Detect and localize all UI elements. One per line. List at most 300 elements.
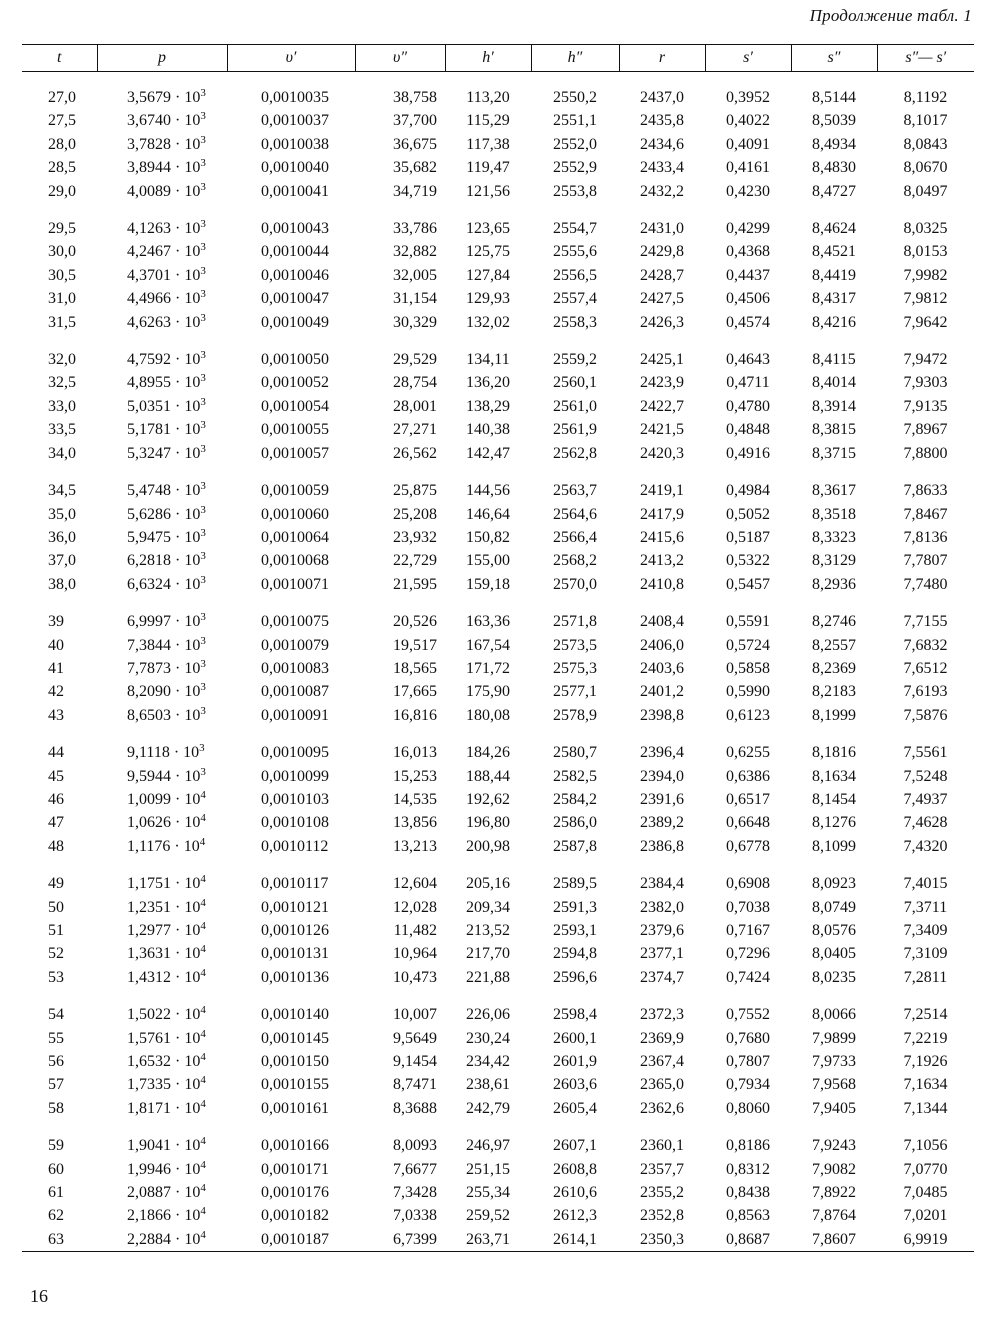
cell-s-prime: 0,5990 bbox=[726, 683, 770, 701]
cell-s-double-prime: 8,3323 bbox=[812, 528, 856, 546]
cell-v-double-prime: 37,700 bbox=[393, 112, 437, 130]
table-caption: Продолжение табл. 1 bbox=[809, 6, 972, 25]
cell-s-difference: 8,1192 bbox=[903, 89, 948, 106]
cell-r: 2403,6 bbox=[640, 659, 684, 677]
cell-s-double-prime: 8,0576 bbox=[812, 922, 856, 939]
cell-v-double-prime: 7,0338 bbox=[393, 1207, 437, 1225]
cell-s-double-prime: 7,9899 bbox=[812, 1029, 856, 1047]
cell-s-difference: 7,6193 bbox=[903, 683, 948, 701]
pressure-mantissa: 6,6324 bbox=[127, 575, 171, 593]
pressure-multiplier: · 10 bbox=[169, 744, 200, 762]
steam-table bbox=[22, 44, 974, 1252]
cell-h-double-prime: 2584,2 bbox=[553, 790, 597, 808]
cell-h-double-prime: 2552,0 bbox=[553, 135, 597, 153]
pressure-exponent: 4 bbox=[200, 1097, 206, 1110]
cell-r: 2389,2 bbox=[640, 814, 684, 832]
pressure-exponent: 4 bbox=[200, 788, 206, 801]
cell-s-difference: 7,3409 bbox=[903, 922, 948, 939]
cell-s-prime: 0,8563 bbox=[726, 1207, 770, 1225]
cell-v-double-prime: 7,3428 bbox=[393, 1184, 437, 1202]
cell-s-difference: 7,9982 bbox=[903, 266, 948, 284]
cell-s-prime: 0,4161 bbox=[726, 159, 770, 177]
pressure-exponent: 3 bbox=[200, 704, 206, 717]
cell-h-double-prime: 2591,3 bbox=[553, 898, 597, 916]
cell-s-prime: 0,4848 bbox=[726, 421, 770, 439]
pressure-exponent: 3 bbox=[200, 419, 206, 432]
cell-h-prime: 123,65 bbox=[466, 220, 510, 238]
cell-h-double-prime: 2596,6 bbox=[553, 968, 597, 986]
cell-r: 2406,0 bbox=[640, 636, 684, 654]
cell-r: 2355,2 bbox=[640, 1184, 684, 1202]
cell-p bbox=[97, 371, 227, 394]
pressure-mantissa: 3,5679 bbox=[127, 89, 171, 106]
cell-h-prime: 155,00 bbox=[466, 552, 510, 570]
pressure-exponent: 4 bbox=[200, 873, 206, 886]
cell-t: 32,0 bbox=[48, 351, 76, 369]
cell-h-prime: 217,70 bbox=[466, 945, 510, 963]
column-header: υ′ bbox=[227, 45, 355, 72]
cell-t: 58 bbox=[48, 1099, 64, 1117]
cell-v-prime: 0,0010121 bbox=[261, 898, 329, 916]
pressure-multiplier: · 10 bbox=[171, 683, 201, 701]
cell-s-double-prime: 7,8607 bbox=[791, 1228, 877, 1252]
cell-t: 30,5 bbox=[48, 266, 76, 284]
cell-s-difference: 7,0201 bbox=[903, 1207, 948, 1225]
table-row bbox=[22, 240, 974, 263]
column-header: t bbox=[22, 45, 97, 72]
cell-t: 40 bbox=[48, 636, 64, 654]
cell-t: 42 bbox=[48, 683, 64, 701]
cell-t: 56 bbox=[48, 1053, 64, 1071]
cell-t: 52 bbox=[48, 945, 64, 963]
pressure-mantissa: 5,4748 bbox=[127, 482, 171, 500]
cell-s-difference: 7,5876 bbox=[903, 706, 948, 724]
cell-r: 2357,7 bbox=[640, 1160, 684, 1178]
pressure-exponent: 4 bbox=[200, 1158, 206, 1171]
cell-t: 54 bbox=[48, 1006, 64, 1024]
cell-v-prime: 0,0010035 bbox=[261, 89, 329, 106]
pressure-mantissa: 1,2977 bbox=[127, 922, 171, 939]
cell-s-prime: 0,6123 bbox=[726, 706, 770, 724]
cell-p bbox=[97, 788, 227, 811]
cell-r: 2365,0 bbox=[640, 1076, 684, 1094]
cell-v-prime: 0,0010083 bbox=[261, 659, 329, 677]
cell-s-double-prime: 8,0749 bbox=[812, 898, 856, 916]
cell-r: 2415,6 bbox=[640, 528, 684, 546]
cell-h-double-prime: 2598,4 bbox=[553, 1006, 597, 1024]
cell-r: 2432,2 bbox=[640, 182, 684, 200]
cell-p bbox=[97, 264, 227, 287]
cell-p bbox=[97, 1097, 227, 1120]
cell-h-double-prime: 2575,3 bbox=[553, 659, 597, 677]
pressure-exponent: 3 bbox=[200, 87, 206, 99]
cell-s-prime: 0,8687 bbox=[705, 1228, 791, 1252]
cell-h-double-prime: 2603,6 bbox=[553, 1076, 597, 1094]
pressure-multiplier: · 10 bbox=[171, 1076, 201, 1094]
pressure-multiplier: · 10 bbox=[171, 945, 201, 963]
cell-p bbox=[97, 1027, 227, 1050]
cell-h-prime: 127,84 bbox=[466, 266, 510, 284]
cell-s-difference: 7,7807 bbox=[903, 552, 948, 570]
cell-s-double-prime: 8,2936 bbox=[812, 575, 856, 593]
cell-h-prime: 230,24 bbox=[466, 1029, 510, 1047]
column-header: s″— s′ bbox=[877, 45, 974, 72]
cell-v-prime: 0,0010108 bbox=[261, 814, 329, 832]
cell-s-double-prime: 7,9405 bbox=[812, 1099, 856, 1117]
cell-t: 33,0 bbox=[48, 397, 76, 415]
cell-t: 46 bbox=[48, 790, 64, 808]
cell-v-double-prime: 36,675 bbox=[393, 135, 437, 153]
cell-s-double-prime: 8,1276 bbox=[812, 814, 856, 832]
cell-r: 2394,0 bbox=[640, 767, 684, 785]
cell-s-difference: 7,8800 bbox=[903, 444, 948, 462]
cell-s-prime: 0,4574 bbox=[726, 313, 770, 331]
cell-v-double-prime: 26,562 bbox=[393, 444, 437, 462]
cell-s-prime: 0,4368 bbox=[726, 243, 770, 261]
cell-h-prime: 136,20 bbox=[466, 374, 510, 392]
cell-t: 32,5 bbox=[48, 374, 76, 392]
cell-s-prime: 0,7424 bbox=[726, 968, 770, 986]
cell-r: 2433,4 bbox=[640, 159, 684, 177]
pressure-multiplier: · 10 bbox=[171, 1006, 201, 1024]
cell-r: 2417,9 bbox=[640, 505, 684, 523]
cell-r: 2384,4 bbox=[640, 875, 684, 893]
pressure-multiplier: · 10 bbox=[171, 444, 201, 462]
cell-s-double-prime: 8,5039 bbox=[812, 112, 856, 130]
cell-s-difference: 7,9135 bbox=[903, 397, 948, 415]
group-spacer bbox=[22, 1120, 974, 1134]
cell-r: 2428,7 bbox=[640, 266, 684, 284]
pressure-multiplier: · 10 bbox=[171, 767, 201, 785]
cell-p bbox=[97, 919, 227, 942]
cell-h-double-prime: 2551,1 bbox=[553, 112, 597, 130]
cell-p bbox=[97, 1003, 227, 1026]
cell-s-prime: 0,5052 bbox=[726, 505, 770, 523]
cell-t: 29,5 bbox=[48, 220, 76, 238]
cell-s-difference: 8,0497 bbox=[903, 182, 948, 200]
pressure-multiplier: · 10 bbox=[171, 290, 201, 308]
cell-r: 2396,4 bbox=[640, 744, 684, 762]
cell-v-double-prime: 33,786 bbox=[393, 220, 437, 238]
cell-t: 47 bbox=[48, 814, 64, 832]
cell-h-double-prime: 2570,0 bbox=[553, 575, 597, 593]
cell-v-prime: 0,0010099 bbox=[261, 767, 329, 785]
table-body bbox=[22, 72, 974, 1252]
cell-r: 2367,4 bbox=[640, 1053, 684, 1071]
cell-s-double-prime: 8,4934 bbox=[812, 135, 856, 153]
cell-p bbox=[97, 835, 227, 858]
cell-h-double-prime: 2601,9 bbox=[553, 1053, 597, 1071]
pressure-multiplier: · 10 bbox=[171, 243, 201, 261]
pressure-mantissa: 1,1176 bbox=[127, 837, 171, 855]
cell-h-prime: 167,54 bbox=[466, 636, 510, 654]
pressure-exponent: 3 bbox=[200, 218, 206, 231]
cell-r: 2372,3 bbox=[640, 1006, 684, 1024]
cell-t: 29,0 bbox=[48, 182, 76, 200]
cell-p bbox=[97, 287, 227, 310]
cell-p bbox=[97, 526, 227, 549]
cell-v-prime: 0,0010037 bbox=[261, 112, 329, 130]
cell-s-difference: 8,0843 bbox=[903, 135, 948, 153]
table-row bbox=[22, 872, 974, 895]
table-header bbox=[22, 45, 974, 72]
cell-v-double-prime: 35,682 bbox=[393, 159, 437, 177]
pressure-mantissa: 4,6263 bbox=[127, 313, 171, 331]
pressure-exponent: 3 bbox=[200, 503, 206, 516]
pressure-mantissa: 8,6503 bbox=[127, 706, 171, 724]
pressure-exponent: 4 bbox=[200, 1027, 206, 1040]
table-row bbox=[22, 704, 974, 727]
cell-t: 44 bbox=[48, 744, 64, 762]
cell-h-prime: 259,52 bbox=[466, 1207, 510, 1225]
pressure-exponent: 3 bbox=[200, 611, 206, 624]
cell-s-prime: 0,6648 bbox=[726, 814, 770, 832]
cell-h-prime: 200,98 bbox=[466, 837, 510, 855]
pressure-multiplier: · 10 bbox=[171, 552, 201, 570]
cell-v-prime: 0,0010155 bbox=[261, 1076, 329, 1094]
cell-t: 41 bbox=[48, 659, 64, 677]
cell-h-prime: 125,75 bbox=[466, 243, 510, 261]
cell-s-difference: 7,6512 bbox=[903, 659, 948, 677]
pressure-exponent: 3 bbox=[200, 180, 206, 193]
cell-h-double-prime: 2563,7 bbox=[553, 482, 597, 500]
cell-t: 39 bbox=[48, 613, 64, 631]
pressure-mantissa: 1,5022 bbox=[127, 1006, 171, 1024]
pressure-mantissa: 1,9946 bbox=[127, 1160, 171, 1178]
cell-v-prime: 0,0010145 bbox=[261, 1029, 329, 1047]
pressure-multiplier: · 10 bbox=[171, 1099, 201, 1117]
pressure-mantissa: 2,0887 bbox=[127, 1184, 171, 1202]
pressure-mantissa: 5,0351 bbox=[127, 397, 171, 415]
pressure-multiplier: · 10 bbox=[171, 790, 201, 808]
cell-s-double-prime: 7,9568 bbox=[812, 1076, 856, 1094]
cell-p bbox=[97, 634, 227, 657]
pressure-exponent: 3 bbox=[200, 681, 206, 694]
pressure-mantissa: 4,1263 bbox=[127, 220, 171, 238]
cell-r: 2350,3 bbox=[619, 1228, 705, 1252]
table-row bbox=[22, 371, 974, 394]
pressure-multiplier: · 10 bbox=[171, 374, 201, 392]
cell-v-double-prime: 25,875 bbox=[393, 482, 437, 500]
cell-h-prime: 119,47 bbox=[466, 159, 510, 177]
cell-t: 57 bbox=[48, 1076, 64, 1094]
cell-v-prime: 0,0010075 bbox=[261, 613, 329, 631]
cell-v-double-prime: 14,535 bbox=[393, 790, 437, 808]
cell-v-double-prime: 20,526 bbox=[393, 613, 437, 631]
cell-h-double-prime: 2559,2 bbox=[553, 351, 597, 369]
pressure-mantissa: 4,0089 bbox=[127, 182, 171, 200]
cell-s-prime: 0,7038 bbox=[726, 898, 770, 916]
pressure-mantissa: 8,2090 bbox=[127, 683, 171, 701]
cell-v-prime: 0,0010043 bbox=[261, 220, 329, 238]
cell-v-prime: 0,0010055 bbox=[261, 421, 329, 439]
pressure-exponent: 4 bbox=[200, 1074, 206, 1087]
cell-v-prime: 0,0010112 bbox=[261, 837, 329, 855]
cell-s-double-prime: 8,5144 bbox=[812, 89, 856, 106]
pressure-mantissa: 3,8944 bbox=[127, 159, 171, 177]
cell-v-double-prime: 13,213 bbox=[393, 837, 437, 855]
cell-h-prime: 213,52 bbox=[466, 922, 510, 939]
cell-v-prime: 0,0010059 bbox=[261, 482, 329, 500]
pressure-mantissa: 7,7873 bbox=[127, 659, 171, 677]
pressure-multiplier: · 10 bbox=[171, 659, 201, 677]
cell-h-prime: 115,29 bbox=[466, 112, 510, 130]
cell-h-double-prime: 2568,2 bbox=[553, 552, 597, 570]
cell-h-prime: 209,34 bbox=[466, 898, 510, 916]
cell-h-prime: 238,61 bbox=[466, 1076, 510, 1094]
cell-t: 59 bbox=[48, 1137, 64, 1155]
pressure-multiplier: · 10 bbox=[171, 1137, 201, 1155]
cell-s-prime: 0,8186 bbox=[726, 1137, 770, 1155]
pressure-mantissa: 2,1866 bbox=[127, 1207, 171, 1225]
pressure-exponent: 3 bbox=[200, 395, 206, 408]
column-header: r bbox=[619, 45, 705, 72]
cell-v-prime: 0,0010126 bbox=[261, 922, 329, 939]
cell-p bbox=[97, 1158, 227, 1181]
pressure-mantissa: 4,2467 bbox=[127, 243, 171, 261]
table-row bbox=[22, 657, 974, 680]
pressure-exponent: 4 bbox=[200, 1228, 206, 1241]
cell-s-double-prime: 7,8764 bbox=[812, 1207, 856, 1225]
pressure-multiplier: · 10 bbox=[171, 1184, 201, 1202]
cell-s-double-prime: 8,4830 bbox=[812, 159, 856, 177]
cell-h-prime: 255,34 bbox=[466, 1184, 510, 1202]
cell-t: 30,0 bbox=[48, 243, 76, 261]
cell-t: 49 bbox=[48, 875, 64, 893]
cell-v-double-prime: 23,932 bbox=[393, 528, 437, 546]
cell-v-prime: 0,0010054 bbox=[261, 397, 329, 415]
cell-h-double-prime: 2571,8 bbox=[553, 613, 597, 631]
cell-h-prime: 196,80 bbox=[466, 814, 510, 832]
cell-h-double-prime: 2566,4 bbox=[553, 528, 597, 546]
cell-s-double-prime: 8,2746 bbox=[812, 613, 856, 631]
pressure-exponent: 3 bbox=[200, 264, 206, 277]
cell-v-prime: 0,0010161 bbox=[261, 1099, 329, 1117]
cell-h-prime: 144,56 bbox=[466, 482, 510, 500]
table-row bbox=[22, 156, 974, 179]
cell-s-prime: 0,5858 bbox=[726, 659, 770, 677]
cell-p bbox=[97, 1228, 227, 1252]
pressure-mantissa: 6,9997 bbox=[127, 613, 171, 631]
cell-h-double-prime: 2610,6 bbox=[553, 1184, 597, 1202]
cell-h-double-prime: 2593,1 bbox=[553, 922, 597, 939]
pressure-mantissa: 4,7592 bbox=[127, 351, 171, 369]
cell-s-difference: 7,1926 bbox=[903, 1053, 948, 1071]
cell-h-prime: 180,08 bbox=[466, 706, 510, 724]
cell-h-double-prime: 2561,0 bbox=[553, 397, 597, 415]
pressure-multiplier: · 10 bbox=[171, 112, 201, 130]
cell-s-prime: 0,7807 bbox=[726, 1053, 770, 1071]
group-spacer bbox=[22, 334, 974, 348]
cell-s-double-prime: 8,4115 bbox=[812, 351, 856, 369]
cell-t: 27,0 bbox=[48, 89, 76, 106]
cell-r: 2435,8 bbox=[640, 112, 684, 130]
pressure-exponent: 3 bbox=[200, 372, 206, 385]
cell-p bbox=[97, 217, 227, 240]
column-header: p bbox=[97, 45, 227, 72]
cell-v-double-prime: 10,964 bbox=[393, 945, 437, 963]
cell-h-double-prime: 2600,1 bbox=[553, 1029, 597, 1047]
cell-s-prime: 0,6517 bbox=[726, 790, 770, 808]
cell-v-prime: 0,0010046 bbox=[261, 266, 329, 284]
cell-t: 35,0 bbox=[48, 505, 76, 523]
cell-s-prime: 0,6255 bbox=[726, 744, 770, 762]
pressure-exponent: 4 bbox=[200, 920, 206, 932]
cell-h-prime: 205,16 bbox=[466, 875, 510, 893]
table-row bbox=[22, 348, 974, 371]
cell-v-prime: 0,0010087 bbox=[261, 683, 329, 701]
cell-t: 34,5 bbox=[48, 482, 76, 500]
cell-v-double-prime: 6,7399 bbox=[355, 1228, 445, 1252]
cell-h-prime: 226,06 bbox=[466, 1006, 510, 1024]
cell-p bbox=[97, 133, 227, 156]
pressure-exponent: 4 bbox=[200, 1051, 206, 1064]
cell-v-double-prime: 8,3688 bbox=[393, 1099, 437, 1117]
cell-r: 2391,6 bbox=[640, 790, 684, 808]
pressure-mantissa: 3,7828 bbox=[127, 135, 171, 153]
cell-h-double-prime: 2612,3 bbox=[553, 1207, 597, 1225]
pressure-exponent: 3 bbox=[200, 526, 206, 539]
cell-v-prime: 0,0010044 bbox=[261, 243, 329, 261]
table-row bbox=[22, 741, 974, 764]
pressure-multiplier: · 10 bbox=[171, 575, 201, 593]
cell-v-double-prime: 7,6677 bbox=[393, 1160, 437, 1178]
cell-r: 2386,8 bbox=[640, 837, 684, 855]
pressure-mantissa: 5,9475 bbox=[127, 528, 171, 546]
pressure-multiplier: · 10 bbox=[171, 182, 201, 200]
cell-v-double-prime: 8,7471 bbox=[393, 1076, 437, 1094]
cell-h-double-prime: 2582,5 bbox=[553, 767, 597, 785]
cell-v-prime: 0,0010091 bbox=[261, 706, 329, 724]
cell-p bbox=[97, 1134, 227, 1157]
table-row bbox=[22, 1050, 974, 1073]
cell-p bbox=[97, 395, 227, 418]
cell-p bbox=[97, 966, 227, 989]
cell-t: 53 bbox=[48, 968, 64, 986]
cell-s-difference: 7,4015 bbox=[903, 875, 948, 893]
pressure-mantissa: 1,7335 bbox=[127, 1076, 171, 1094]
cell-v-prime: 0,0010103 bbox=[261, 790, 329, 808]
cell-h-prime: 140,38 bbox=[466, 421, 510, 439]
cell-h-double-prime: 2560,1 bbox=[553, 374, 597, 392]
table-row bbox=[22, 442, 974, 465]
cell-s-difference: 7,9642 bbox=[903, 313, 948, 331]
cell-v-prime: 0,0010060 bbox=[261, 505, 329, 523]
cell-r: 2425,1 bbox=[640, 351, 684, 369]
pressure-exponent: 4 bbox=[200, 896, 206, 909]
table-row bbox=[22, 287, 974, 310]
cell-v-prime: 0,0010064 bbox=[261, 528, 329, 546]
cell-p bbox=[97, 156, 227, 179]
cell-p bbox=[97, 896, 227, 919]
cell-s-prime: 0,6908 bbox=[726, 875, 770, 893]
cell-s-prime: 0,7934 bbox=[726, 1076, 770, 1094]
pressure-exponent: 4 bbox=[200, 943, 206, 956]
cell-v-double-prime: 9,1454 bbox=[393, 1053, 437, 1071]
cell-s-double-prime: 8,1816 bbox=[812, 744, 856, 762]
cell-s-difference: 7,5561 bbox=[903, 744, 948, 762]
pressure-exponent: 3 bbox=[200, 634, 206, 647]
cell-p bbox=[97, 1050, 227, 1073]
cell-s-prime: 0,5457 bbox=[726, 575, 770, 593]
cell-t: 45 bbox=[48, 767, 64, 785]
cell-s-prime: 0,4780 bbox=[726, 397, 770, 415]
table-row bbox=[22, 765, 974, 788]
cell-r: 2429,8 bbox=[640, 243, 684, 261]
pressure-exponent: 3 bbox=[200, 550, 206, 563]
cell-s-prime: 0,4643 bbox=[726, 351, 770, 369]
pressure-mantissa: 1,8171 bbox=[127, 1099, 171, 1117]
